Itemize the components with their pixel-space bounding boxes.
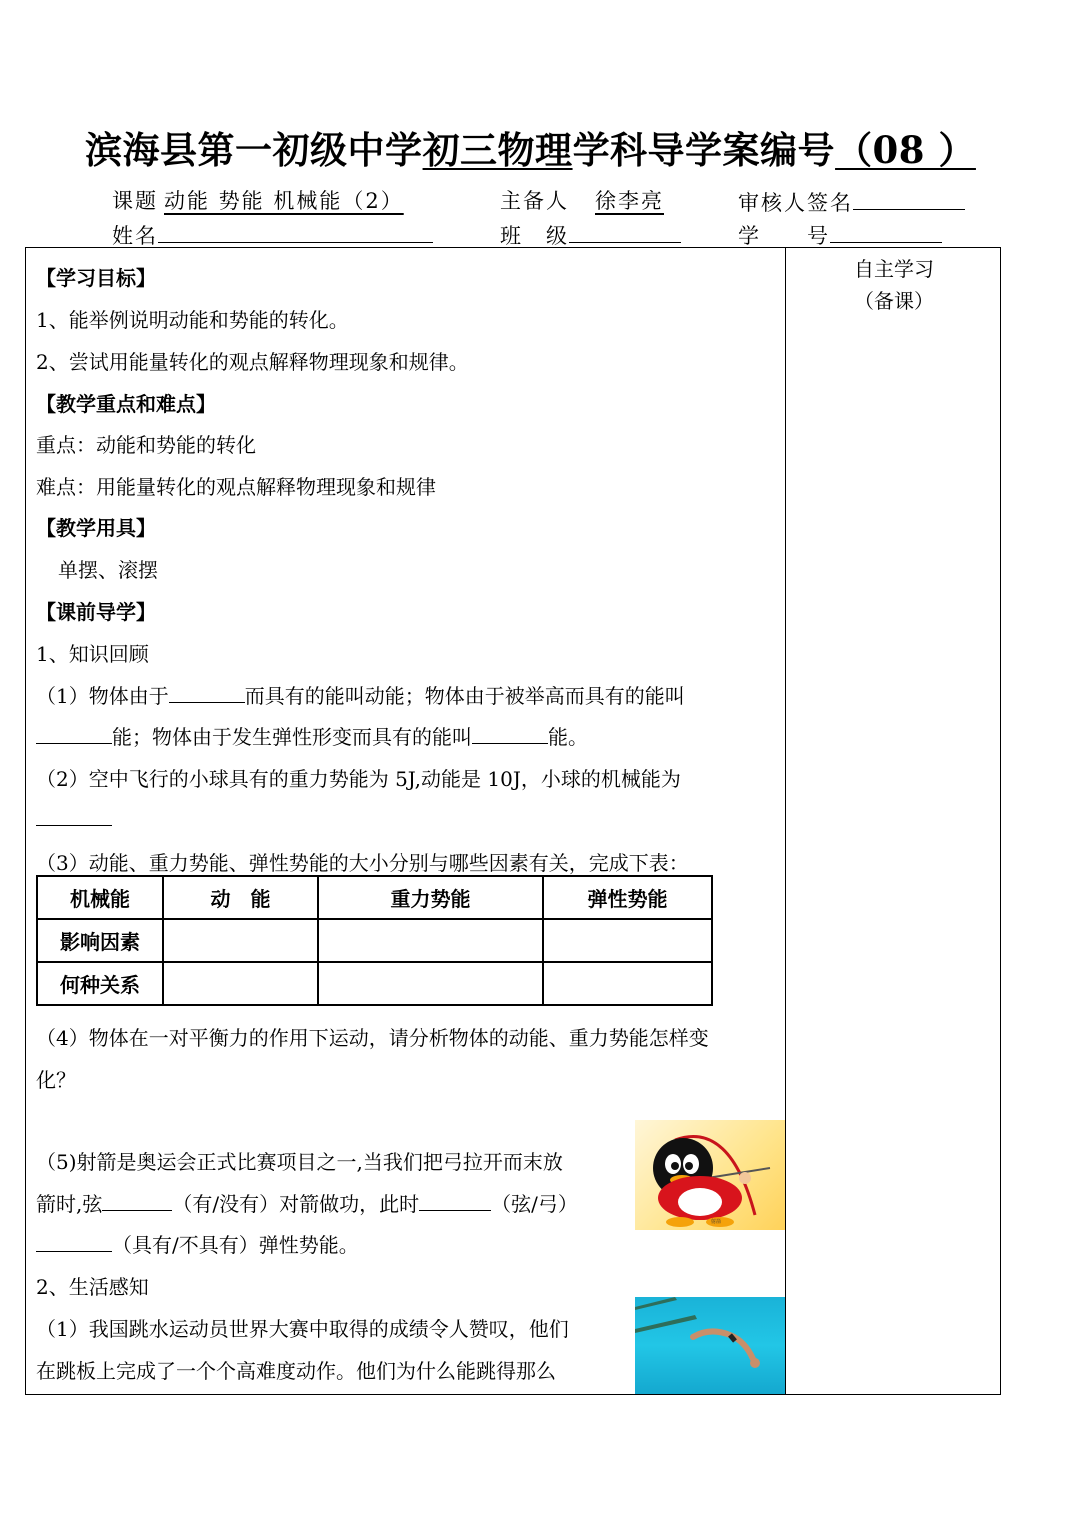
archery-caption: 射箭 bbox=[711, 1219, 722, 1225]
table-row bbox=[37, 919, 712, 962]
row-label: 何种关系 bbox=[37, 962, 163, 1005]
blank-string-work[interactable] bbox=[102, 1190, 172, 1211]
penguin-archer-image bbox=[635, 1120, 785, 1230]
answer-cell[interactable] bbox=[163, 919, 318, 962]
goal-1: 1、能举例说明动能和势能的转化。 bbox=[36, 308, 349, 332]
question-5-line-3: （具有/不具有）弹性势能。 bbox=[36, 1229, 359, 1258]
blank-gravity-energy[interactable] bbox=[36, 723, 112, 744]
table-header-cell: 弹性势能 bbox=[543, 876, 712, 919]
blank-string-bow[interactable] bbox=[419, 1190, 491, 1211]
tools-list: 单摆、滚摆 bbox=[58, 558, 158, 582]
key-heading: 【教学重点和难点】 bbox=[36, 392, 216, 416]
table-row bbox=[37, 962, 712, 1005]
blank-kinetic-cause[interactable] bbox=[169, 682, 245, 703]
sidebar-subtitle: （备课） bbox=[854, 289, 934, 313]
question-2: （2）空中飞行的小球具有的重力势能为 5J,动能是 10J，小球的机械能为 bbox=[36, 767, 681, 791]
energy-factors-table bbox=[36, 875, 713, 1006]
question-4-line-2: 化？ bbox=[36, 1068, 76, 1092]
topic-field: 课题 动能 势能 机械能（2） bbox=[112, 189, 404, 213]
answer-cell[interactable] bbox=[543, 919, 712, 962]
class-blank[interactable] bbox=[569, 218, 681, 243]
reviewer-field: 审核人签名 bbox=[738, 185, 965, 217]
question-4-line-1: （4）物体在一对平衡力的作用下运动，请分析物体的动能、重力势能怎样变 bbox=[36, 1026, 709, 1050]
answer-cell[interactable] bbox=[318, 962, 543, 1005]
question-5-line-2: 箭时,弦 （有/没有）对箭做功，此时 （弦/弓） bbox=[36, 1192, 578, 1216]
reviewer-blank[interactable] bbox=[853, 185, 965, 210]
answer-cell[interactable] bbox=[543, 962, 712, 1005]
student-no-field: 学 号 bbox=[738, 218, 942, 250]
preparer-field: 主备人 徐李亮 bbox=[500, 189, 664, 213]
sidebar-title: 自主学习 bbox=[854, 257, 934, 281]
goal-2: 2、尝试用能量转化的观点解释物理现象和规律。 bbox=[36, 350, 469, 374]
life-title: 2、生活感知 bbox=[36, 1275, 149, 1299]
question-5-line-1: （5)射箭是奥运会正式比赛项目之一,当我们把弓拉开而末放 bbox=[36, 1150, 563, 1174]
answer-cell[interactable] bbox=[163, 962, 318, 1005]
penguin-archer-icon bbox=[635, 1120, 785, 1230]
life-question-1-line-2: 在跳板上完成了一个个高难度动作。他们为什么能跳得那么 bbox=[36, 1359, 556, 1383]
page-title: 滨海县第一初级中学初三物理学科导学案编号（08 ） bbox=[85, 128, 976, 172]
name-field: 姓名 bbox=[112, 218, 433, 250]
diver-image bbox=[635, 1297, 785, 1394]
question-1-line-2: 能；物体由于发生弹性形变而具有的能叫 能。 bbox=[36, 721, 588, 750]
table-header-cell: 重力势能 bbox=[318, 876, 543, 919]
blank-mechanical-energy[interactable] bbox=[36, 805, 112, 826]
table-header-cell: 机械能 bbox=[37, 876, 163, 919]
column-divider bbox=[785, 247, 786, 1395]
table-header-cell: 动 能 bbox=[163, 876, 318, 919]
row-label: 影响因素 bbox=[37, 919, 163, 962]
content-frame bbox=[25, 247, 1001, 1395]
review-title: 1、知识回顾 bbox=[36, 642, 149, 666]
blank-elastic-energy[interactable] bbox=[472, 723, 548, 744]
key-point: 重点：动能和势能的转化 bbox=[36, 433, 256, 457]
tools-heading: 【教学用具】 bbox=[36, 516, 156, 540]
class-field: 班 级 bbox=[500, 218, 681, 250]
goal-heading: 【学习目标】 bbox=[36, 266, 156, 290]
blank-has-elastic[interactable] bbox=[36, 1231, 112, 1252]
diver-icon bbox=[635, 1297, 785, 1394]
table-header-row bbox=[37, 876, 712, 919]
difficult-point: 难点：用能量转化的观点解释物理现象和规律 bbox=[36, 475, 436, 499]
answer-cell[interactable] bbox=[318, 919, 543, 962]
question-1-line-1: （1）物体由于 而具有的能叫动能；物体由于被举高而具有的能叫 bbox=[36, 684, 685, 708]
name-blank[interactable] bbox=[158, 218, 433, 243]
life-question-1-line-1: （1）我国跳水运动员世界大赛中取得的成绩令人赞叹，他们 bbox=[36, 1317, 569, 1341]
guide-heading: 【课前导学】 bbox=[36, 600, 156, 624]
question-3: （3）动能、重力势能、弹性势能的大小分别与哪些因素有关，完成下表： bbox=[36, 851, 689, 875]
student-no-blank[interactable] bbox=[830, 218, 942, 243]
